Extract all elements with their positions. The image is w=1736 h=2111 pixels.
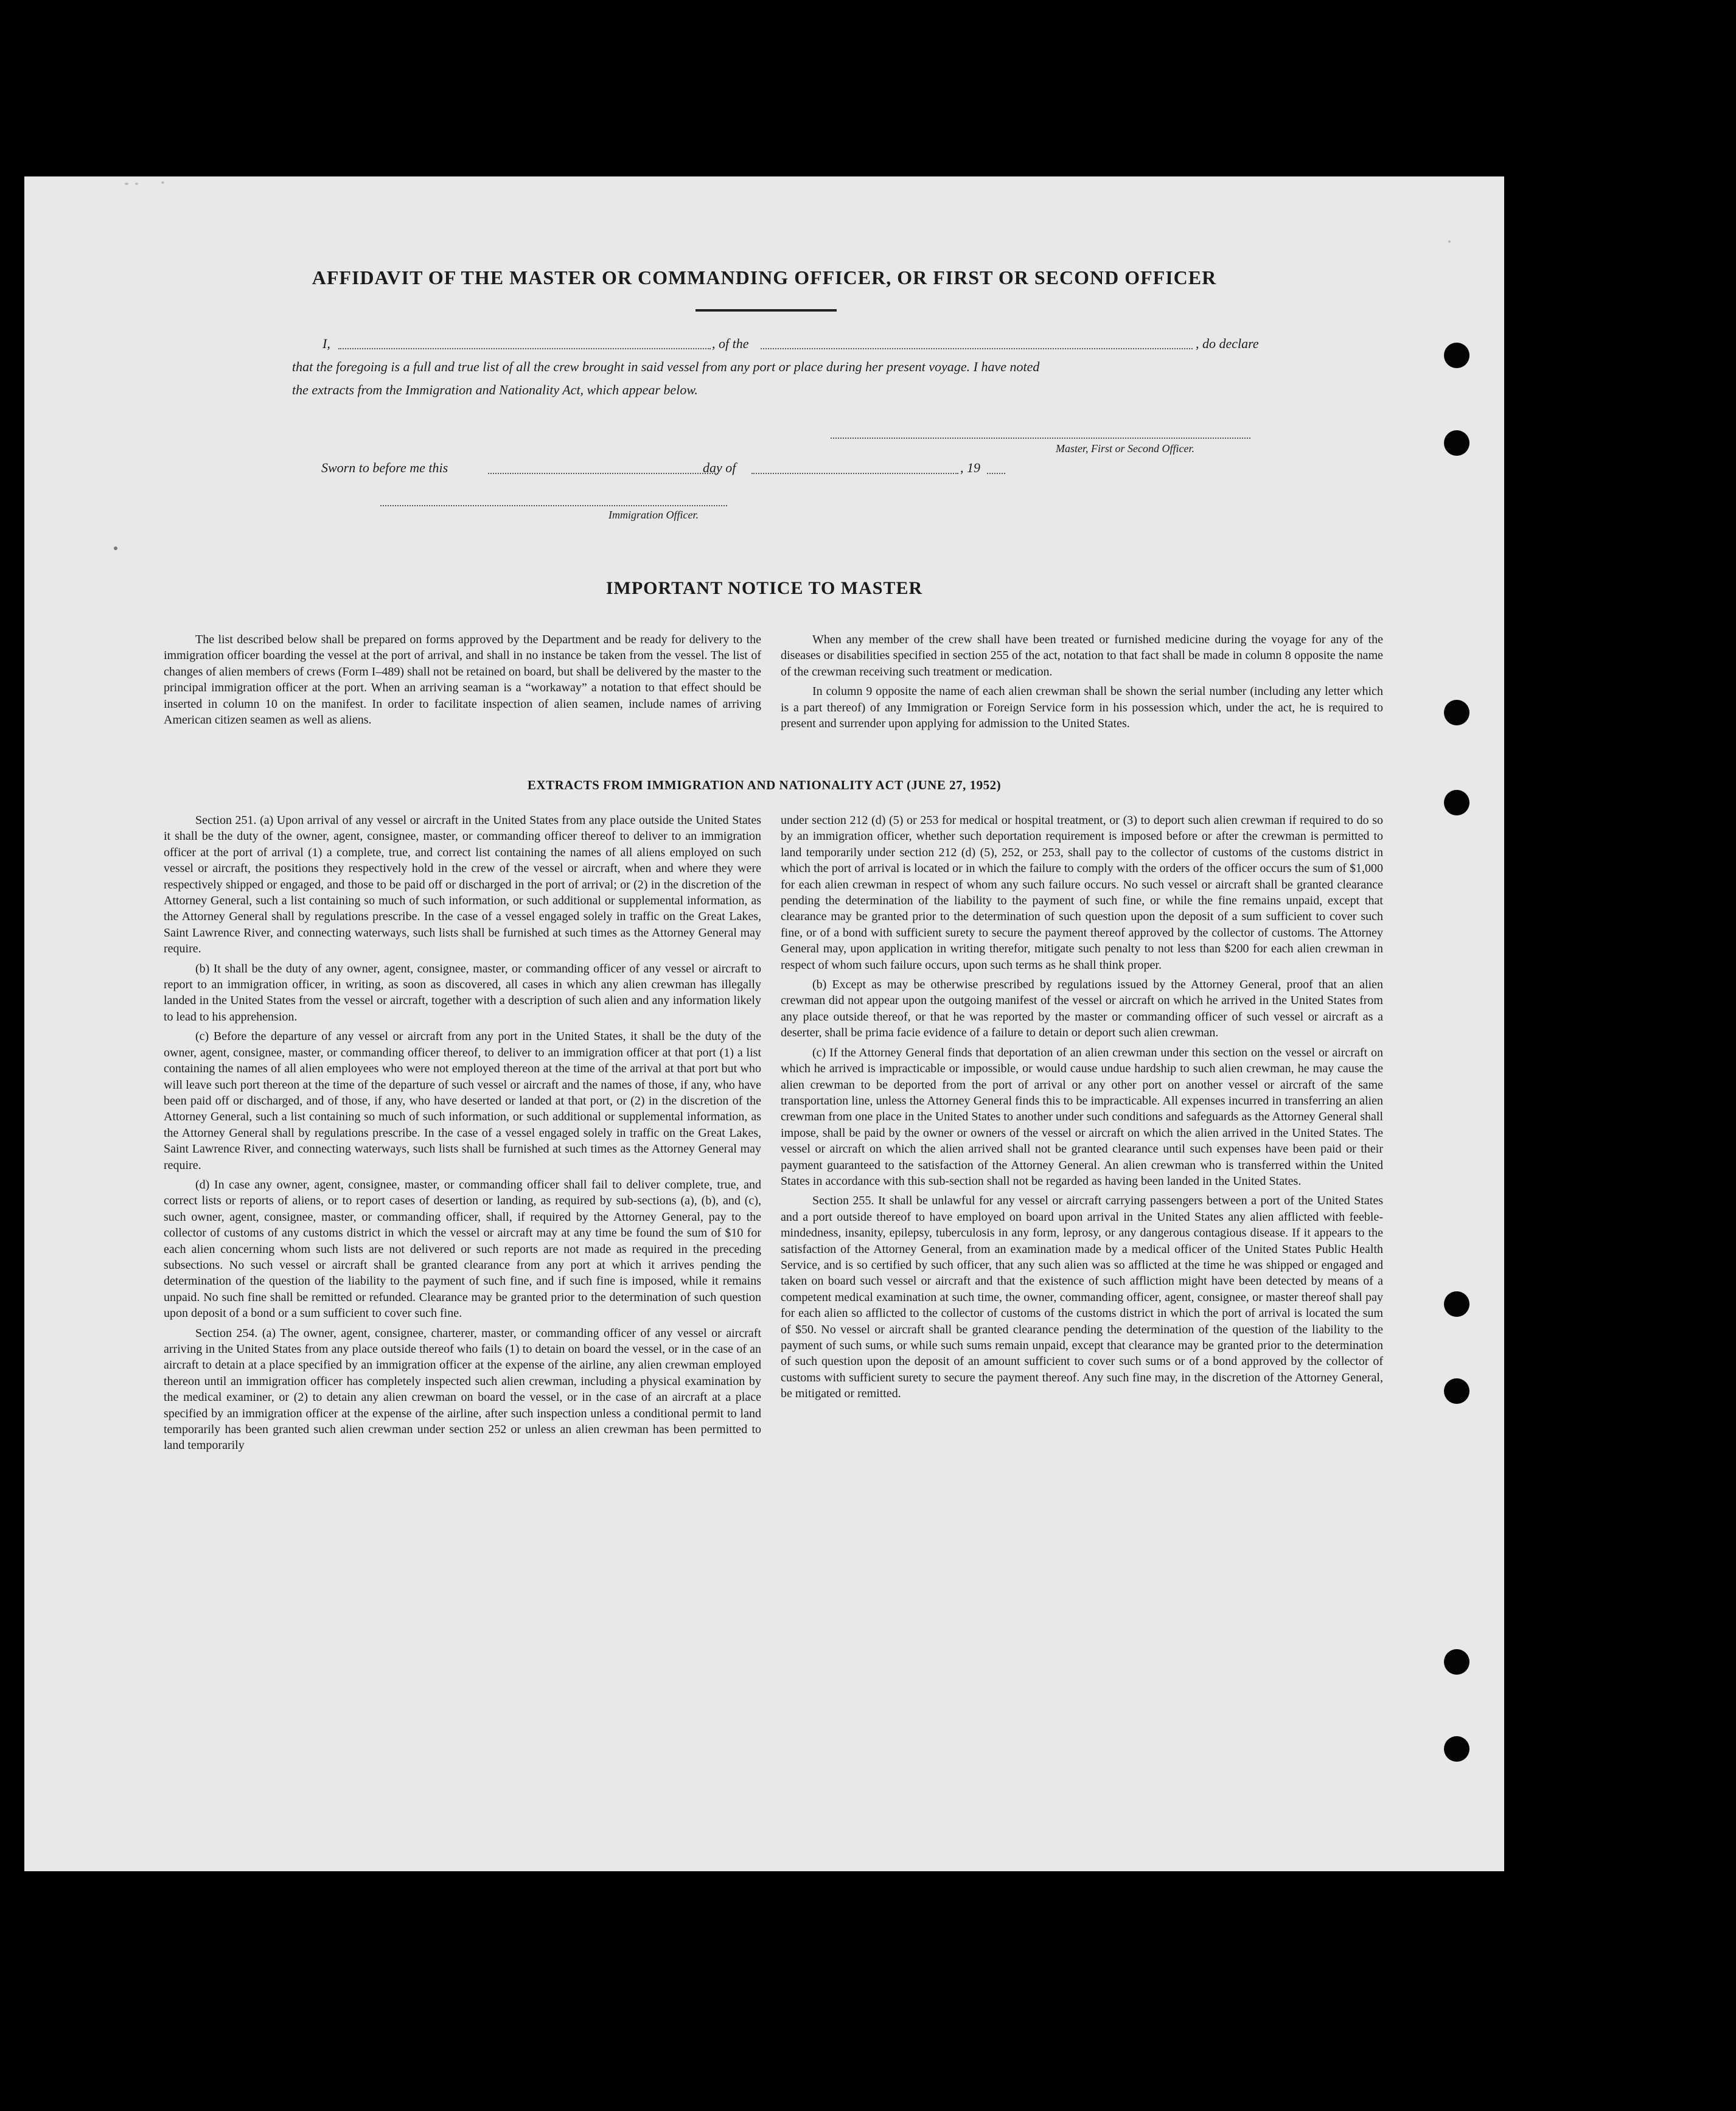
affidavit-statement-line: that the foregoing is a full and true list of all the crew brought in said vessel from any port or place during her present voyage. I have noted <box>292 359 1040 374</box>
section-255-paragraph: Section 255. It shall be unlawful for any vessel or aircraft carrying passengers between a port of the United States and a port outside thereof to have employed on board upon arrival in the United States any alien afflicted with feeble-mindedness, insanity, epilepsy, tuberculosis in any form, leprosy, or any dangerous contagious disease. If it appears to the satisfaction of the Attorney General, from an examination made by a medical officer of the United States Public Health Service, and is so certified by such officer, that any such alien was so afflicted at the time he was shipped or engaged and taken on board such vessel or aircraft and that the existence of such affliction might have been detected by means of a competent medical examination at such time, the owner, commanding officer, agent, consignee, or master thereof shall pay for each alien so afflicted to the collector of customs of the customs district in which the port of arrival is located the sum of $50. No vessel or aircraft shall be granted clearance pending the determination of the question of the liability to the payment of such sums, or while such sums remain unpaid, except that clearance may be granted prior to the determination of such question upon the deposit of an amount sufficient to cover such sums or of a bond approved by the collector of customs with sufficient surety to secure the payment thereof. Any such fine may, in the discretion of the Attorney General, be mitigated or remitted. <box>781 1194 1383 1401</box>
punch-hole <box>1444 1378 1469 1404</box>
document-page <box>24 176 1504 1871</box>
section-254b-paragraph: (b) Except as may be otherwise prescribed by regulations issued by the Attorney General, proof that an alien crewman did not appear upon the outgoing manifest of the vessel or aircraft on which he arrived in the United States from any place outside thereof, or that he was reported by the master or commanding officer of such vessel or aircraft as a deserter, shall be prima facie evidence of a failure to detain or deport such alien crewman. <box>781 978 1383 1040</box>
punch-hole <box>1444 1291 1469 1317</box>
section-251a-paragraph: Section 251. (a) Upon arrival of any vessel or aircraft in the United States from any place outside the United States it shall be the duty of the owner, agent, consignee, master, or commanding officer thereof to deliver to an immigration officer at the port of arrival (1) a complete, true, and correct list containing the names of all aliens employed on such vessel or aircraft, the positions they respectively hold in the crew of the vessel or aircraft, when and where they were respectively shipped or engaged, and those to be paid off or discharged in the port of arrival; or (2) in the discretion of the Attorney General, such a list containing so much of such information, or such additional or supplemental information, as the Attorney General shall by regulations prescribe. In the case of a vessel engaged solely in traffic on the Great Lakes, Saint Lawrence River, and connecting waterways, such lists shall be furnished at such times as the Attorney General may require. <box>164 814 761 956</box>
notice-left-column <box>164 632 761 731</box>
punch-hole <box>1444 1736 1469 1762</box>
dust-speck <box>125 183 128 185</box>
dust-speck <box>161 181 164 184</box>
title-rule <box>695 309 837 312</box>
officer-caption: Immigration Officer. <box>608 509 699 521</box>
sworn-month-blank <box>751 473 958 474</box>
dust-speck <box>114 546 117 550</box>
sworn-label: Sworn to before me this <box>321 460 448 475</box>
section-254a-continued: under section 212 (d) (5) or 253 for medical or hospital treatment, or (3) to deport such alien crewman if required to do so by an immigration officer, whether such deportation requirement is imposed before or after the crewman is permitted to land temporarily under section 212 (d) (5), 252, or 253, shall pay to the collector of customs of the customs district in which the port of arrival is located or in which the failure to comply with the orders of the officer occurs the sum of $1,000 for each alien crewman in respect of whom any such failure occurs. No such vessel or aircraft shall be granted clearance pending the determination of the liability to the payment of such fine, or while the fine remains unpaid, except that clearance may be granted prior to the determination of such question upon the deposit of a sum sufficient to cover such fine, or of a bond with sufficient surety to secure the payment thereof approved by the collector of customs. The Attorney General may, upon application in writing therefor, mitigate such penalty to not less than $200 for each alien crewman in respect of whom such failure occurs, upon such terms as he shall think proper. <box>781 814 1383 972</box>
year-prefix: , 19 <box>960 460 980 475</box>
day-of-label: day of <box>703 460 736 475</box>
section-251b-paragraph: (b) It shall be the duty of any owner, agent, consignee, master, or commanding officer of any vessel or aircraft to report to an immigration officer, in writing, as soon as discovered, all cases in which any alien crewman has illegally landed in the United States from the vessel or aircraft, together with a description of such alien and any information likely to lead to his apprehension. <box>164 961 761 1024</box>
officer-signature-line <box>380 505 727 506</box>
extracts-right-column <box>781 812 1383 1406</box>
affidavit-of-the-label: , of the <box>712 336 749 351</box>
notice-right-column <box>781 632 1383 735</box>
sworn-day-blank <box>488 473 718 474</box>
sworn-year-blank <box>987 473 1005 474</box>
affidavit-extracts-line: the extracts from the Immigration and Nationality Act, which appear below. <box>292 382 698 397</box>
master-caption: Master, First or Second Officer. <box>1056 442 1194 455</box>
notice-title: IMPORTANT NOTICE TO MASTER <box>605 578 923 598</box>
punch-hole <box>1444 430 1469 456</box>
notice-paragraph: The list described below shall be prepared on forms approved by the Department and be ready for delivery to the immigration officer boarding the vessel at the port of arrival, and shall in no instance be taken from the vessel. The list of changes of alien members of crews (Form I–489) shall not be retained on board, but shall be delivered by the master to the principal immigration officer at the port. When an arriving seaman is a “workaway” a notation to that effect should be inserted in column 10 on the manifest. In order to facilitate inspection of alien seamen, include names of arriving American citizen seamen as well as aliens. <box>164 633 761 727</box>
section-254c-paragraph: (c) If the Attorney General finds that deportation of an alien crewman under this section on the vessel or aircraft on which he arrived is impracticable or impossible, or would cause undue hardship to such alien crewman, he may cause the alien crewman to be deported from the port of arrival or any other port on another vessel or aircraft of the same transportation line, unless the Attorney General finds this to be impracticable. All expenses incurred in transferring an alien crewman from one place in the United States to another under such conditions and safeguards as the Attorney General shall impose, shall be paid by the owner or owners of the vessel or aircraft on which the alien arrived in the United States. The vessel or aircraft on which the alien arrived shall not be granted clearance until such expenses have been paid or their payment guaranteed to the satisfaction of the Attorney General. An alien crewman who is transferred within the United States in accordance with this sub-section shall not be regarded as having been landed in the United States. <box>781 1045 1383 1188</box>
extracts-title: EXTRACTS FROM IMMIGRATION AND NATIONALITY ACT (JUNE 27, 1952) <box>527 778 1002 792</box>
dust-speck <box>135 183 138 185</box>
punch-hole <box>1444 1649 1469 1675</box>
extracts-left-column <box>164 812 761 1457</box>
punch-hole <box>1444 700 1469 725</box>
master-signature-line <box>831 438 1250 439</box>
name-blank <box>338 348 711 349</box>
punch-hole <box>1444 790 1469 815</box>
section-251c-paragraph: (c) Before the departure of any vessel or aircraft from any port in the United States, it shall be the duty of the owner, agent, consignee, master, or commanding officer thereof, to deliver to an immigration officer at that port (1) a list containing the names of all alien employees who were not employed thereon at the time of the arrival at that port but who will leave such port thereon at the time of the departure of such vessel or aircraft and the names of those, if any, who have been paid off or discharged, and of those, if any, who have deserted or landed at that port, or (2) in the discretion of the Attorney General, such a list containing so much of such information, or such additional or supplemental information, as the Attorney General shall by regulations prescribe. In the case of a vessel engaged solely in traffic on the Great Lakes, Saint Lawrence River, and connecting waterways, such lists shall be furnished at such times as the Attorney General may require. <box>164 1030 761 1172</box>
section-254a-paragraph: Section 254. (a) The owner, agent, consignee, charterer, master, or commanding officer of any vessel or aircraft arriving in the United States from any place outside thereof who fails (1) to detain on board the vessel, or in the case of an aircraft to detain at a place specified by an immigration officer at the expense of the airline, any alien crewman employed thereon until an immigration officer has completely inspected such alien crewman, including a physical examination by the medical examiner, or (2) to detain any alien crewman on board the vessel, or in the case of an aircraft at a place specified by an immigration officer at the expense of the airline, after such inspection unless a conditional permit to land temporarily has been granted such alien crewman under section 252 or unless an alien crewman has been permitted to land temporarily <box>164 1326 761 1453</box>
vessel-blank <box>761 348 1193 349</box>
notice-paragraph: When any member of the crew shall have been treated or furnished medicine during the voyage for any of the diseases or disabilities specified in section 255 of the act, notation to that fact shall be made in column 8 opposite the name of the crewman receiving such treatment or medication. <box>781 633 1383 679</box>
affidavit-i-label: I, <box>322 336 330 351</box>
affidavit-title: AFFIDAVIT OF THE MASTER OR COMMANDING OFFICER, OR FIRST OR SECOND OFFICER <box>312 267 1217 288</box>
affidavit-do-declare: , do declare <box>1196 336 1259 351</box>
punch-hole <box>1444 343 1469 368</box>
notice-paragraph: In column 9 opposite the name of each alien crewman shall be shown the serial number (including any letter which is a part thereof) of any Immigration or Foreign Service form in his possession which, under the act, he is required to present and surrender upon applying for admission to the United States. <box>781 685 1383 731</box>
section-251d-paragraph: (d) In case any owner, agent, consignee, master, or commanding officer shall fail to deliver complete, true, and correct lists or reports of aliens, or to report cases of desertion or landing, as required by sub-sections (a), (b), and (c), such owner, agent, consignee, master, or commanding officer, shall, if required by the Attorney General, pay to the collector of customs of any customs district in which the vessel or aircraft may at any time be found the sum of $10 for each alien concerning whom such lists are not delivered or such reports are not made as required in the preceding subsections. No such vessel or aircraft shall be granted clearance from any port at which it arrives pending the determination of the question of the liability to the payment of such fine, and if such fine is imposed, while it remains unpaid. No such fine shall be remitted or refunded. Clearance may be granted prior to the determination of such question upon deposit of a bond or a sum sufficient to cover such fine. <box>164 1178 761 1321</box>
dust-speck <box>1448 240 1451 243</box>
